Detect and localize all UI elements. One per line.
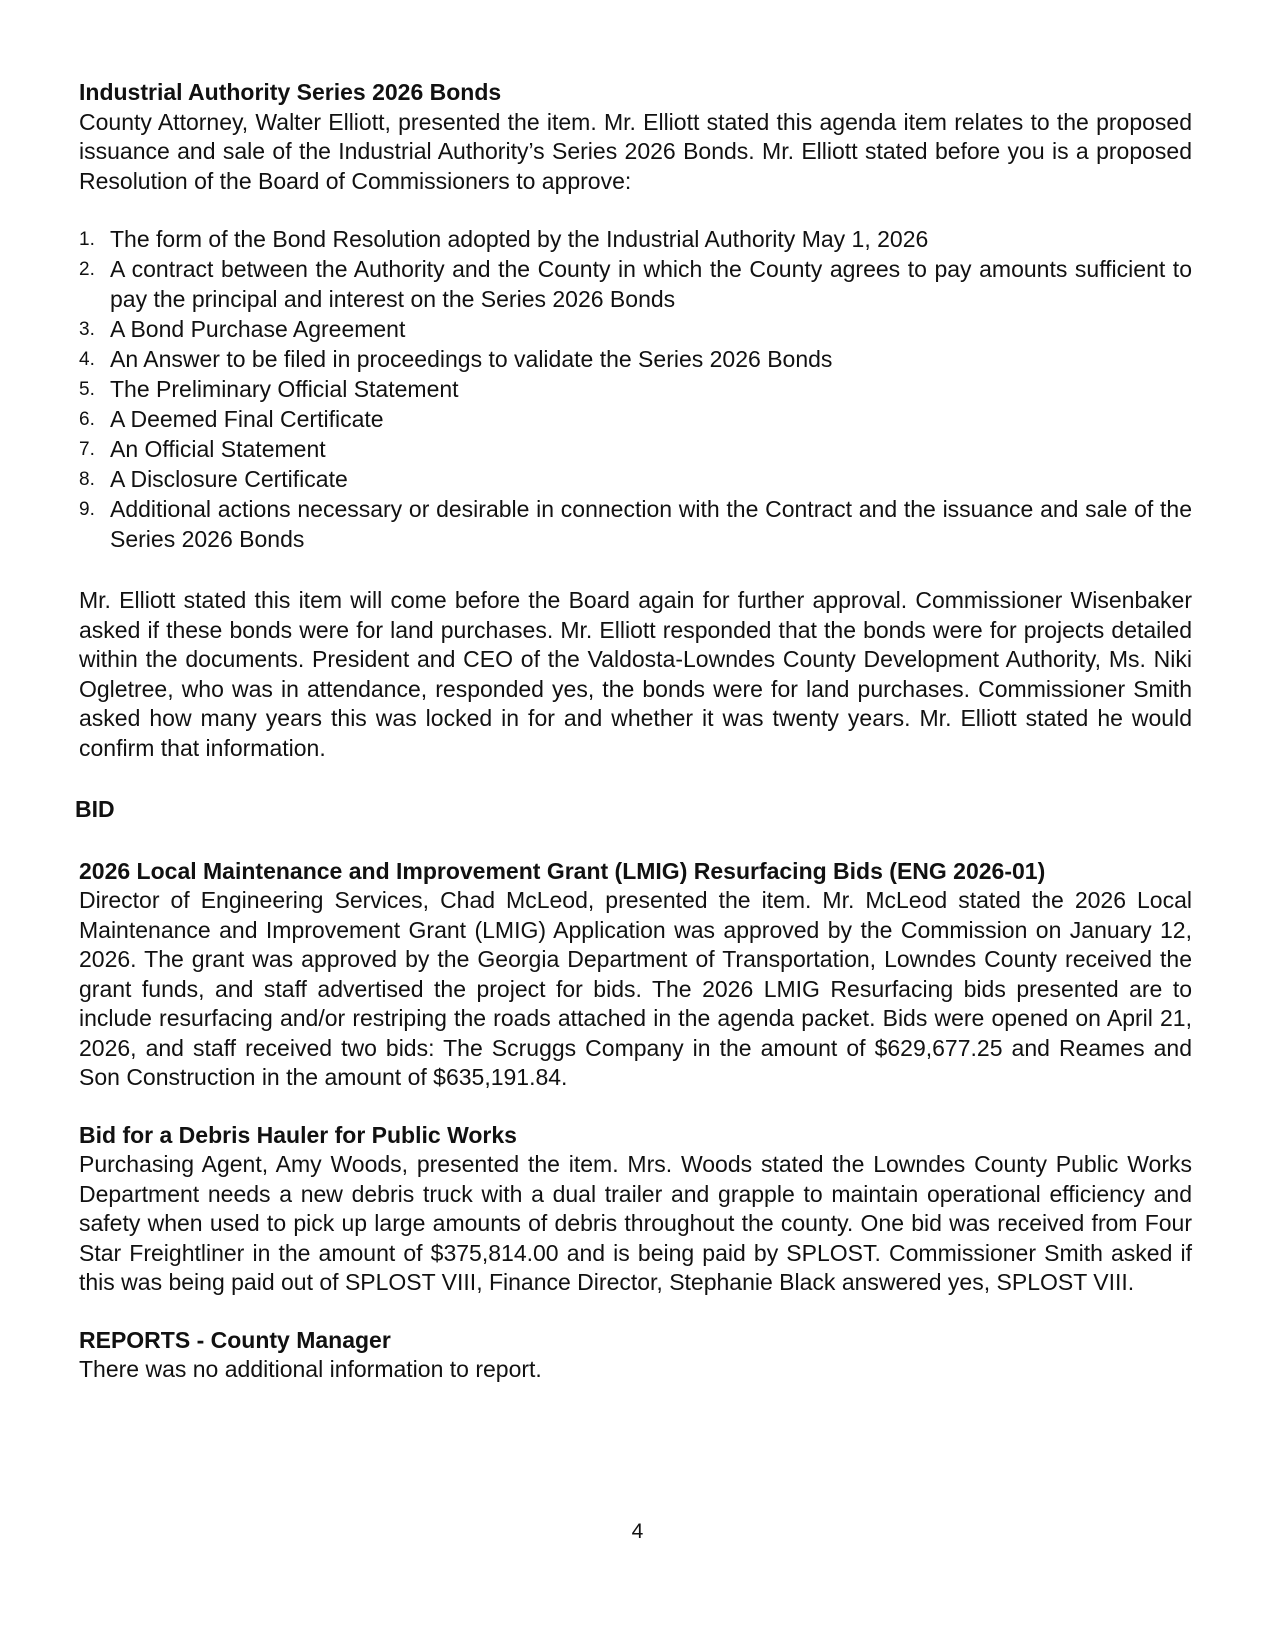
list-item — [79, 224, 1192, 254]
page-number: 4 — [631, 1520, 644, 1543]
list-item — [79, 344, 1192, 374]
list-item — [79, 494, 1192, 554]
approval-list — [79, 224, 1192, 554]
list-item-number: 4. — [79, 349, 95, 370]
list-item-number: 2. — [79, 259, 95, 280]
list-item-text: A contract between the Authority and the County in which the County agrees to pay amounts sufficient to pay the principal and interest on the Series 2026 Bonds — [110, 256, 1192, 312]
list-item-number: 8. — [79, 469, 95, 490]
list-item-text: A Bond Purchase Agreement — [110, 316, 406, 342]
section-body: There was no additional information to report. — [79, 1356, 542, 1382]
list-item-text: The form of the Bond Resolution adopted by the Industrial Authority May 1, 2026 — [110, 226, 929, 252]
section-heading: Industrial Authority Series 2026 Bonds — [79, 79, 502, 105]
list-item-number: 5. — [79, 379, 95, 400]
list-item-number: 6. — [79, 409, 95, 430]
list-item-number: 7. — [79, 439, 95, 460]
list-item-text: The Preliminary Official Statement — [110, 376, 459, 402]
list-item-text: An Answer to be filed in proceedings to validate the Series 2026 Bonds — [110, 346, 833, 372]
section-heading: 2026 Local Maintenance and Improvement Grant (LMIG) Resurfacing Bids (ENG 2026-01) — [79, 857, 1046, 884]
section-lmig-resurfacing-bids — [79, 857, 1192, 1093]
section-body: Purchasing Agent, Amy Woods, presented the item. Mrs. Woods stated the Lowndes County Public Works Department needs a new debris truck with a dual trailer and grapple to maintain operational efficiency and safety when used to pick up large amounts of debris throughout the county. One bid was received from Four Star Freightliner in the amount of $375,814.00 and is being paid by SPLOST. Commissioner Smith asked if this was being paid out of SPLOST VIII, Finance Director, Stephanie Black answered yes, SPLOST VIII. — [79, 1151, 1192, 1295]
section-debris-hauler-bid — [79, 1121, 1192, 1298]
list-item-number: 9. — [79, 499, 95, 520]
list-item-text: A Disclosure Certificate — [110, 466, 348, 492]
section-reports-county-manager — [79, 1326, 1192, 1385]
document-page — [75, 78, 1192, 1385]
list-item — [79, 434, 1192, 464]
section-heading: Bid for a Debris Hauler for Public Works — [79, 1121, 517, 1148]
list-item — [79, 254, 1192, 314]
list-item-text: Additional actions necessary or desirable in connection with the Contract and the issuance and sale of the Series 2026 Bonds — [110, 496, 1192, 552]
section-body: Director of Engineering Services, Chad McLeod, presented the item. Mr. McLeod stated the 2026 Local Maintenance and Improvement Grant (LMIG) Application was approved by the Commission on January 12, 2026. The grant was approved by the Georgia Department of Transportation, Lowndes County received the grant funds, and staff advertised the project for bids. The 2026 LMIG Resurfacing bids presented are to include resurfacing and/or restriping the roads attached in the agenda packet. Bids were opened on April 21, 2026, and staff received two bids: The Scruggs Company in the amount of $629,677.25 and Reames and Son Construction in the amount of $635,191.84. — [79, 887, 1192, 1090]
list-item-text: A Deemed Final Certificate — [110, 406, 384, 432]
list-item — [79, 314, 1192, 344]
list-item-number: 1. — [79, 229, 95, 250]
section-heading: REPORTS - County Manager — [79, 1326, 391, 1353]
list-item-text: An Official Statement — [110, 436, 326, 462]
section-intro: County Attorney, Walter Elliott, presented the item. Mr. Elliott stated this agenda item relates to the proposed issuance and sale of the Industrial Authority’s Series 2026 Bonds. Mr. Elliott stated before you is a proposed Resolution of the Board of Commissioners to approve: — [79, 108, 1192, 194]
list-item — [79, 464, 1192, 494]
list-item — [79, 374, 1192, 404]
list-item — [79, 404, 1192, 434]
bid-heading: BID — [75, 796, 115, 822]
section-industrial-authority-bonds — [79, 78, 1192, 763]
list-item-number: 3. — [79, 319, 95, 340]
section-closing: Mr. Elliott stated this item will come before the Board again for further approval. Commissioner Wisenbaker asked if these bonds were for land purchases. Mr. Elliott responded that the bonds were for projects detailed within the documents. President and CEO of the Valdosta-Lowndes County Development Authority, Ms. Niki Ogletree, who was in attendance, responded yes, the bonds were for land purchases. Commissioner Smith asked how many years this was locked in for and whether it was twenty years. Mr. Elliott stated he would confirm that information. — [79, 587, 1192, 761]
